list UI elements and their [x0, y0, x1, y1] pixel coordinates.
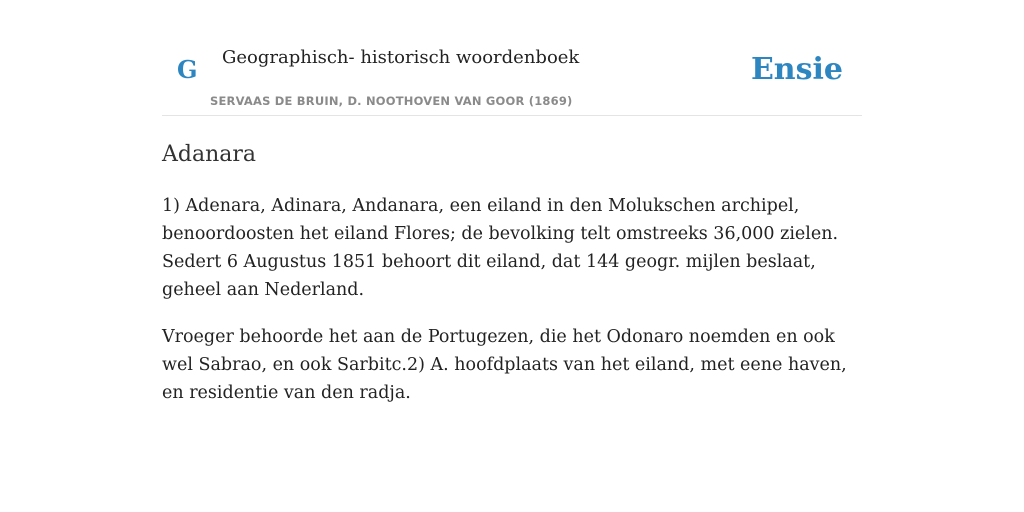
book-header: [162, 0, 862, 116]
entry-paragraph: Vroeger behoorde het aan de Portugezen, die het Odonaro noemden en ook wel Sabrao, en ook Sarbitc.2) A. hoofdplaats van het eiland, met eene haven, en residentie van den radja.: [162, 327, 847, 403]
page-container: [162, 0, 862, 407]
entry-paragraph: 1) Adenara, Adinara, Andanara, een eiland in den Molukschen archipel, benoordoosten het eiland Flores; de bevolking telt omstreeks 36,000 zielen. Sedert 6 Augustus 1851 behoort dit eiland, dat 144 geogr. mijlen beslaat, geheel aan Nederland.: [162, 196, 839, 300]
entry-body: [162, 192, 862, 407]
book-logo-letter[interactable]: G: [177, 55, 198, 84]
entry-title: Adanara: [162, 142, 257, 167]
book-authors: SERVAAS DE BRUIN, D. NOOTHOVEN VAN GOOR (1869): [210, 94, 573, 108]
book-title[interactable]: Geographisch- historisch woordenboek: [222, 47, 580, 68]
ensie-logo[interactable]: Ensie: [750, 52, 843, 87]
